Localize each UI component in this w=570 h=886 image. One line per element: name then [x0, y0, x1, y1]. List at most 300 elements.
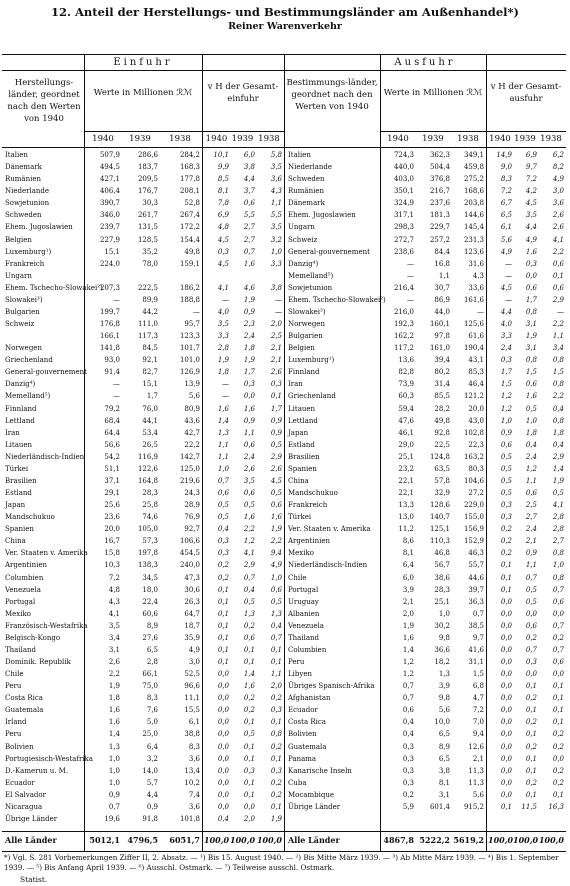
- export-value: 22,3: [468, 440, 484, 449]
- table-row: [2, 296, 566, 305]
- export-share: 0,2: [525, 778, 537, 787]
- export-value: 0,7: [402, 682, 414, 691]
- import-value: 3,4: [108, 633, 120, 642]
- export-share: 5,6: [500, 235, 512, 244]
- import-share: 0,5: [243, 501, 255, 510]
- export-value: 229,0: [463, 501, 484, 510]
- import-share: 1,3: [217, 428, 229, 437]
- import-share: 0,2: [270, 790, 282, 799]
- import-value: 57,3: [142, 537, 158, 546]
- import-value: 80,9: [184, 404, 200, 413]
- import-share: 2,4: [243, 332, 255, 341]
- import-share: 1,3: [270, 609, 282, 618]
- export-share: 0,2: [500, 549, 512, 558]
- export-value: 9,4: [472, 730, 484, 739]
- table-row: [2, 513, 566, 522]
- row-rule: [2, 70, 566, 71]
- export-share: 0,0: [500, 682, 512, 691]
- export-country: Portugal: [288, 585, 319, 594]
- export-share: 0,4: [525, 440, 537, 449]
- export-value: 20,0: [468, 404, 484, 413]
- table-row: [2, 694, 566, 703]
- import-share: 3,5: [217, 320, 229, 328]
- table-row: [2, 199, 566, 208]
- ausfuhr-share-header: v H der Gesamt-ausfuhr: [490, 82, 562, 104]
- export-share: 4,9: [500, 247, 512, 256]
- import-value: 28,3: [142, 489, 158, 497]
- table-row: [2, 501, 566, 510]
- import-country: El Salvador: [5, 790, 46, 799]
- export-value: 92,8: [434, 428, 450, 437]
- import-share: 0,7: [243, 247, 255, 256]
- import-share: 3,7: [243, 187, 255, 196]
- export-value: 39,7: [468, 585, 484, 594]
- import-value: 507,9: [99, 151, 120, 159]
- import-share: 0,4: [217, 525, 229, 534]
- export-share: 2,9: [552, 295, 564, 304]
- export-country: Thailand: [288, 633, 319, 642]
- export-value: 31,6: [468, 259, 484, 268]
- import-share: 2,9: [270, 452, 282, 461]
- import-share: 1,7: [243, 368, 255, 377]
- import-value: 35,2: [142, 247, 158, 256]
- import-value: 13,9: [184, 380, 200, 389]
- import-share: 0,6: [243, 633, 255, 642]
- export-value: 63,5: [434, 464, 450, 473]
- import-share: 4,0: [217, 307, 229, 316]
- import-share: 3,3: [217, 332, 229, 341]
- import-share: 0,1: [270, 658, 282, 666]
- export-country: Uruguay: [288, 597, 319, 606]
- import-share: 1,1: [217, 452, 229, 461]
- import-country: Guatemala: [5, 706, 44, 715]
- export-value: 8,1: [438, 778, 450, 787]
- import-value: 8,9: [146, 621, 158, 630]
- import-share: 2,1: [270, 356, 282, 365]
- export-value: 31,1: [468, 658, 484, 666]
- export-country: Übrige Länder: [288, 802, 341, 811]
- export-share: 0,2: [552, 766, 564, 775]
- export-value: 41,6: [468, 645, 484, 654]
- export-share: 1,6: [525, 392, 537, 401]
- import-value: 14,0: [142, 766, 158, 775]
- footnotes: *) Vgl. S. 281 Vorbemerkungen Ziffer II, 2. Absatz. — ¹) Bis 15. August 1940. — ²) Bis Mitte März 1939. — ³) Ab Mitte März 1939. — ⁴) Bis 1. September 1939. — ⁵) Bis Anfang April 1939. — ⁶) Ausschl. Ostmark. — ⁷) Teilweise ausschl. Ostmark.: [4, 853, 559, 872]
- import-value: 34,5: [142, 573, 158, 582]
- import-country: Ver. Staaten v. Amerika: [5, 549, 88, 558]
- export-country: Norwegen: [288, 320, 325, 328]
- import-share: 2,0: [243, 814, 255, 823]
- export-share: 1,1: [525, 476, 537, 485]
- ausfuhr-share-year: 1939: [514, 134, 536, 144]
- import-value: 75,0: [142, 682, 158, 691]
- import-value: 74,6: [142, 513, 158, 522]
- import-value: 76,0: [142, 404, 158, 413]
- import-value: 22,4: [142, 597, 158, 606]
- export-value: 125,1: [429, 525, 450, 534]
- import-share: 0,2: [270, 778, 282, 787]
- export-share: 0,0: [552, 754, 564, 763]
- export-share: 4,0: [500, 320, 512, 328]
- import-value: 3,0: [188, 658, 200, 666]
- export-value: 229,7: [429, 223, 450, 232]
- export-value: 1,3: [438, 670, 450, 679]
- export-country: Bolivien: [288, 730, 317, 739]
- import-value: 224,0: [99, 259, 120, 268]
- import-value: 197,8: [137, 549, 158, 558]
- export-value: 1,2: [402, 670, 414, 679]
- import-value: 6,4: [146, 742, 158, 751]
- export-value: 128,6: [429, 501, 450, 510]
- import-country: Griechenland: [5, 356, 53, 365]
- export-share: 0,8: [552, 416, 564, 425]
- export-share: 1,2: [500, 404, 512, 413]
- export-share: 2,2: [552, 320, 564, 328]
- import-value: 15,8: [104, 549, 120, 558]
- export-share: 0,5: [525, 585, 537, 594]
- export-share: 2,1: [525, 537, 537, 546]
- export-share: 0,2: [525, 742, 537, 751]
- export-country: Griechenland: [288, 392, 336, 401]
- import-value: 240,0: [179, 561, 200, 570]
- export-share: 0,0: [500, 597, 512, 606]
- import-share: 0,7: [270, 633, 282, 642]
- export-value: 82,8: [398, 368, 414, 377]
- table-row: [2, 489, 566, 498]
- export-value: 31,4: [434, 380, 450, 389]
- export-share: 2,6: [552, 223, 564, 232]
- einfuhr-werte-year: 1940: [92, 134, 114, 144]
- import-share: 0,2: [243, 694, 255, 703]
- import-value: 7,4: [188, 790, 200, 799]
- import-value: 183,7: [137, 163, 158, 172]
- import-value: 427,1: [99, 175, 120, 184]
- import-share: 0,5: [243, 730, 255, 739]
- table-row: [2, 236, 566, 245]
- export-share: 1,1: [552, 332, 564, 341]
- import-share: 0,4: [243, 585, 255, 594]
- export-share: 4,5: [525, 199, 537, 208]
- table-row: [2, 272, 566, 281]
- export-share: 0,6: [525, 283, 537, 292]
- export-share: 0,2: [500, 525, 512, 534]
- export-value: 13,6: [398, 356, 414, 365]
- export-share: 0,0: [525, 670, 537, 679]
- import-share: 0,3: [243, 766, 255, 775]
- import-country: Nicaragua: [5, 802, 43, 811]
- import-share: 0,0: [217, 802, 229, 811]
- import-share: 7,8: [217, 199, 229, 208]
- export-value: 7,2: [472, 706, 484, 715]
- import-share: —: [222, 392, 229, 401]
- export-share: 0,5: [552, 489, 564, 497]
- import-country: Estland: [5, 489, 32, 497]
- import-country: Peru: [5, 730, 22, 739]
- import-value: 91,4: [104, 368, 120, 377]
- import-country: Finnland: [5, 404, 37, 413]
- import-share: 3,8: [243, 163, 255, 172]
- export-country: Italien: [288, 151, 311, 159]
- import-value: 79,2: [104, 404, 120, 413]
- table-row: [2, 405, 566, 414]
- export-share: 6,7: [500, 199, 512, 208]
- import-share: 1,6: [243, 259, 255, 268]
- export-share: 3,6: [552, 199, 564, 208]
- import-share: 2,8: [217, 344, 229, 353]
- import-country: Rumänien: [5, 175, 41, 184]
- export-country: Bulgarien: [288, 332, 323, 341]
- export-share: 0,5: [525, 404, 537, 413]
- import-share: 0,1: [270, 392, 282, 401]
- export-share: 0,6: [552, 259, 564, 268]
- export-value: 80,3: [468, 464, 484, 473]
- import-share: 0,0: [243, 802, 255, 811]
- export-share: 0,2: [525, 718, 537, 727]
- export-share: 0,7: [552, 645, 564, 654]
- export-value: 44,6: [468, 573, 484, 582]
- export-value: 16,8: [434, 259, 450, 268]
- export-share: 0,1: [552, 706, 564, 715]
- table-row: [2, 356, 566, 365]
- import-value: 188,8: [179, 295, 200, 304]
- import-value: 101,8: [179, 814, 200, 823]
- export-share: 2,5: [525, 501, 537, 510]
- export-share: 14,9: [496, 151, 512, 159]
- export-value: —: [407, 271, 414, 280]
- import-country: Irland: [5, 718, 27, 727]
- export-value: 11,3: [468, 766, 484, 775]
- einfuhr-werte-year: 1939: [129, 134, 151, 144]
- import-share: 0,5: [270, 489, 282, 497]
- import-share: 0,4: [270, 621, 282, 630]
- import-value: 172,2: [179, 223, 200, 232]
- export-value: 9,8: [438, 633, 450, 642]
- export-value: 60,3: [398, 392, 414, 401]
- import-share: 2,0: [270, 320, 282, 328]
- export-value: 724,3: [393, 151, 414, 159]
- import-total-value: 6051,7: [169, 835, 200, 845]
- export-value: 7,0: [472, 718, 484, 727]
- export-value: 238,6: [393, 247, 414, 256]
- export-share: 7,2: [525, 175, 537, 184]
- import-total-value: 5012,1: [89, 835, 120, 845]
- export-share: 0,7: [552, 621, 564, 630]
- import-value: 101,7: [179, 344, 200, 353]
- table-row: [2, 646, 566, 655]
- export-total-value: 5619,2: [453, 835, 484, 845]
- table-row: [2, 779, 566, 788]
- import-share: 1,1: [270, 199, 282, 208]
- export-country: Schweden: [288, 175, 325, 184]
- export-value: 6,5: [438, 730, 450, 739]
- import-country: Lettland: [5, 416, 35, 425]
- export-share: 0,0: [500, 645, 512, 654]
- import-country: Ehem. Jugoslawien: [5, 223, 73, 232]
- import-share: 1,9: [243, 356, 255, 365]
- import-value: 0,9: [108, 790, 120, 799]
- export-value: 36,6: [434, 645, 450, 654]
- import-country: Schweiz: [5, 320, 35, 328]
- import-country: Venezuela: [5, 585, 41, 594]
- import-share: 4,6: [243, 283, 255, 292]
- table-row: [2, 574, 566, 583]
- import-value: 7,6: [146, 706, 158, 715]
- import-value: 261,7: [137, 211, 158, 220]
- export-value: 0,4: [402, 730, 414, 739]
- export-value: 121,2: [463, 392, 484, 401]
- table-row: [2, 803, 566, 812]
- export-value: 46,3: [468, 549, 484, 558]
- import-country: Frankreich: [5, 259, 45, 268]
- export-share: 0,6: [525, 489, 537, 497]
- export-total-value: 4867,8: [383, 835, 414, 845]
- export-share: 0,5: [500, 489, 512, 497]
- export-value: 0,7: [402, 694, 414, 703]
- import-country: Bolivien: [5, 742, 34, 751]
- import-value: 82,7: [142, 368, 158, 377]
- import-value: 19,6: [104, 814, 120, 823]
- export-value: 160,1: [429, 320, 450, 328]
- export-share: 3,4: [552, 344, 564, 353]
- import-share: 0,0: [217, 742, 229, 751]
- import-value: 35,9: [184, 633, 200, 642]
- export-value: 1,9: [402, 621, 414, 630]
- import-share: 4,8: [217, 223, 229, 232]
- export-share: 0,8: [552, 549, 564, 558]
- export-value: 257,2: [429, 235, 450, 244]
- import-value: 3,2: [146, 754, 158, 763]
- import-share: 0,9: [243, 416, 255, 425]
- import-value: 13,4: [184, 766, 200, 775]
- export-value: 61,6: [468, 332, 484, 341]
- import-value: 101,0: [179, 356, 200, 365]
- export-value: 33,6: [468, 283, 484, 292]
- import-share: 0,1: [270, 645, 282, 654]
- import-share: 4,1: [217, 283, 229, 292]
- export-country: Japan: [288, 428, 309, 437]
- export-value: 0,3: [402, 742, 414, 751]
- import-share: 0,1: [217, 658, 229, 666]
- export-value: 22,5: [434, 440, 450, 449]
- trade-table: [2, 54, 566, 852]
- import-share: 2,2: [243, 525, 255, 534]
- import-value: 1,0: [108, 754, 120, 763]
- table-row: [2, 344, 566, 353]
- export-share: 0,2: [552, 633, 564, 642]
- export-value: 362,3: [429, 151, 450, 159]
- import-value: 1,7: [146, 392, 158, 401]
- import-value: 1,4: [108, 730, 120, 739]
- row-rule: [2, 147, 566, 148]
- table-row: [2, 211, 566, 220]
- import-value: 95,7: [184, 320, 200, 328]
- export-value: 30,7: [434, 283, 450, 292]
- export-value: 1,5: [472, 670, 484, 679]
- export-value: 46,4: [468, 380, 484, 389]
- export-value: 11,2: [398, 525, 414, 534]
- import-share: 2,7: [243, 223, 255, 232]
- import-total-share: 100,0: [230, 835, 256, 845]
- export-value: 8,6: [402, 537, 414, 546]
- export-share: 1,6: [525, 247, 537, 256]
- import-share: 0,1: [217, 645, 229, 654]
- import-value: 18,0: [142, 585, 158, 594]
- import-value: 164,8: [137, 476, 158, 485]
- export-share: 0,0: [552, 609, 564, 618]
- export-share: 0,2: [552, 778, 564, 787]
- import-value: 37,1: [104, 476, 120, 485]
- export-value: 0,7: [472, 609, 484, 618]
- export-share: 2,7: [552, 537, 564, 546]
- import-value: 199,7: [99, 307, 120, 316]
- export-share: 0,6: [552, 597, 564, 606]
- table-row: [2, 561, 566, 570]
- import-share: 6,0: [243, 151, 255, 159]
- export-share: 0,1: [552, 718, 564, 727]
- import-value: 207,3: [99, 283, 120, 292]
- import-value: 2,2: [108, 670, 120, 679]
- export-value: 1,4: [402, 645, 414, 654]
- export-share: 0,0: [500, 790, 512, 799]
- import-share: 4,5: [217, 259, 229, 268]
- export-value: 123,6: [463, 247, 484, 256]
- table-row: [2, 453, 566, 462]
- import-country: Spanien: [5, 525, 34, 534]
- export-country: Columbien: [288, 645, 327, 654]
- table-row: [2, 610, 566, 619]
- export-share: 0,1: [525, 682, 537, 691]
- import-share: 0,2: [270, 742, 282, 751]
- import-share: 0,3: [270, 706, 282, 715]
- import-share: 9,4: [270, 549, 282, 558]
- export-share: 0,8: [552, 356, 564, 365]
- export-share: 1,1: [525, 561, 537, 570]
- export-share: 0,6: [525, 621, 537, 630]
- export-value: 38,6: [434, 573, 450, 582]
- import-country: Niederlande: [5, 187, 50, 196]
- import-share: 0,6: [270, 501, 282, 510]
- import-share: 2,2: [270, 537, 282, 546]
- export-share: 9,0: [500, 163, 512, 172]
- export-value: 80,2: [434, 368, 450, 377]
- import-value: 4,8: [108, 585, 120, 594]
- export-country: Argentinien: [288, 537, 330, 546]
- export-share: 7,2: [500, 187, 512, 196]
- export-share: 2,8: [552, 513, 564, 522]
- export-country: Ehem. Jugoslawien: [288, 211, 356, 220]
- import-share: 0,0: [217, 718, 229, 727]
- import-value: —: [113, 392, 120, 401]
- import-value: 15,1: [142, 380, 158, 389]
- table-row: [2, 598, 566, 607]
- export-country: Finnland: [288, 368, 320, 377]
- export-value: 5,6: [438, 706, 450, 715]
- import-share: 8,5: [217, 175, 229, 184]
- import-value: 89,9: [142, 295, 158, 304]
- export-value: 156,9: [463, 525, 484, 534]
- export-share: 0,1: [525, 706, 537, 715]
- export-total-value: 5222,2: [419, 835, 450, 845]
- import-share: 0,0: [217, 730, 229, 739]
- import-share: 0,6: [243, 440, 255, 449]
- export-country: Mocambique: [288, 790, 334, 799]
- export-share: 2,7: [525, 513, 537, 522]
- export-value: 12,6: [468, 742, 484, 751]
- export-share: —: [505, 295, 512, 304]
- import-value: —: [113, 295, 120, 304]
- ausfuhr-share-year: 1938: [540, 134, 562, 144]
- export-share: 1,5: [525, 368, 537, 377]
- import-value: 18,7: [184, 621, 200, 630]
